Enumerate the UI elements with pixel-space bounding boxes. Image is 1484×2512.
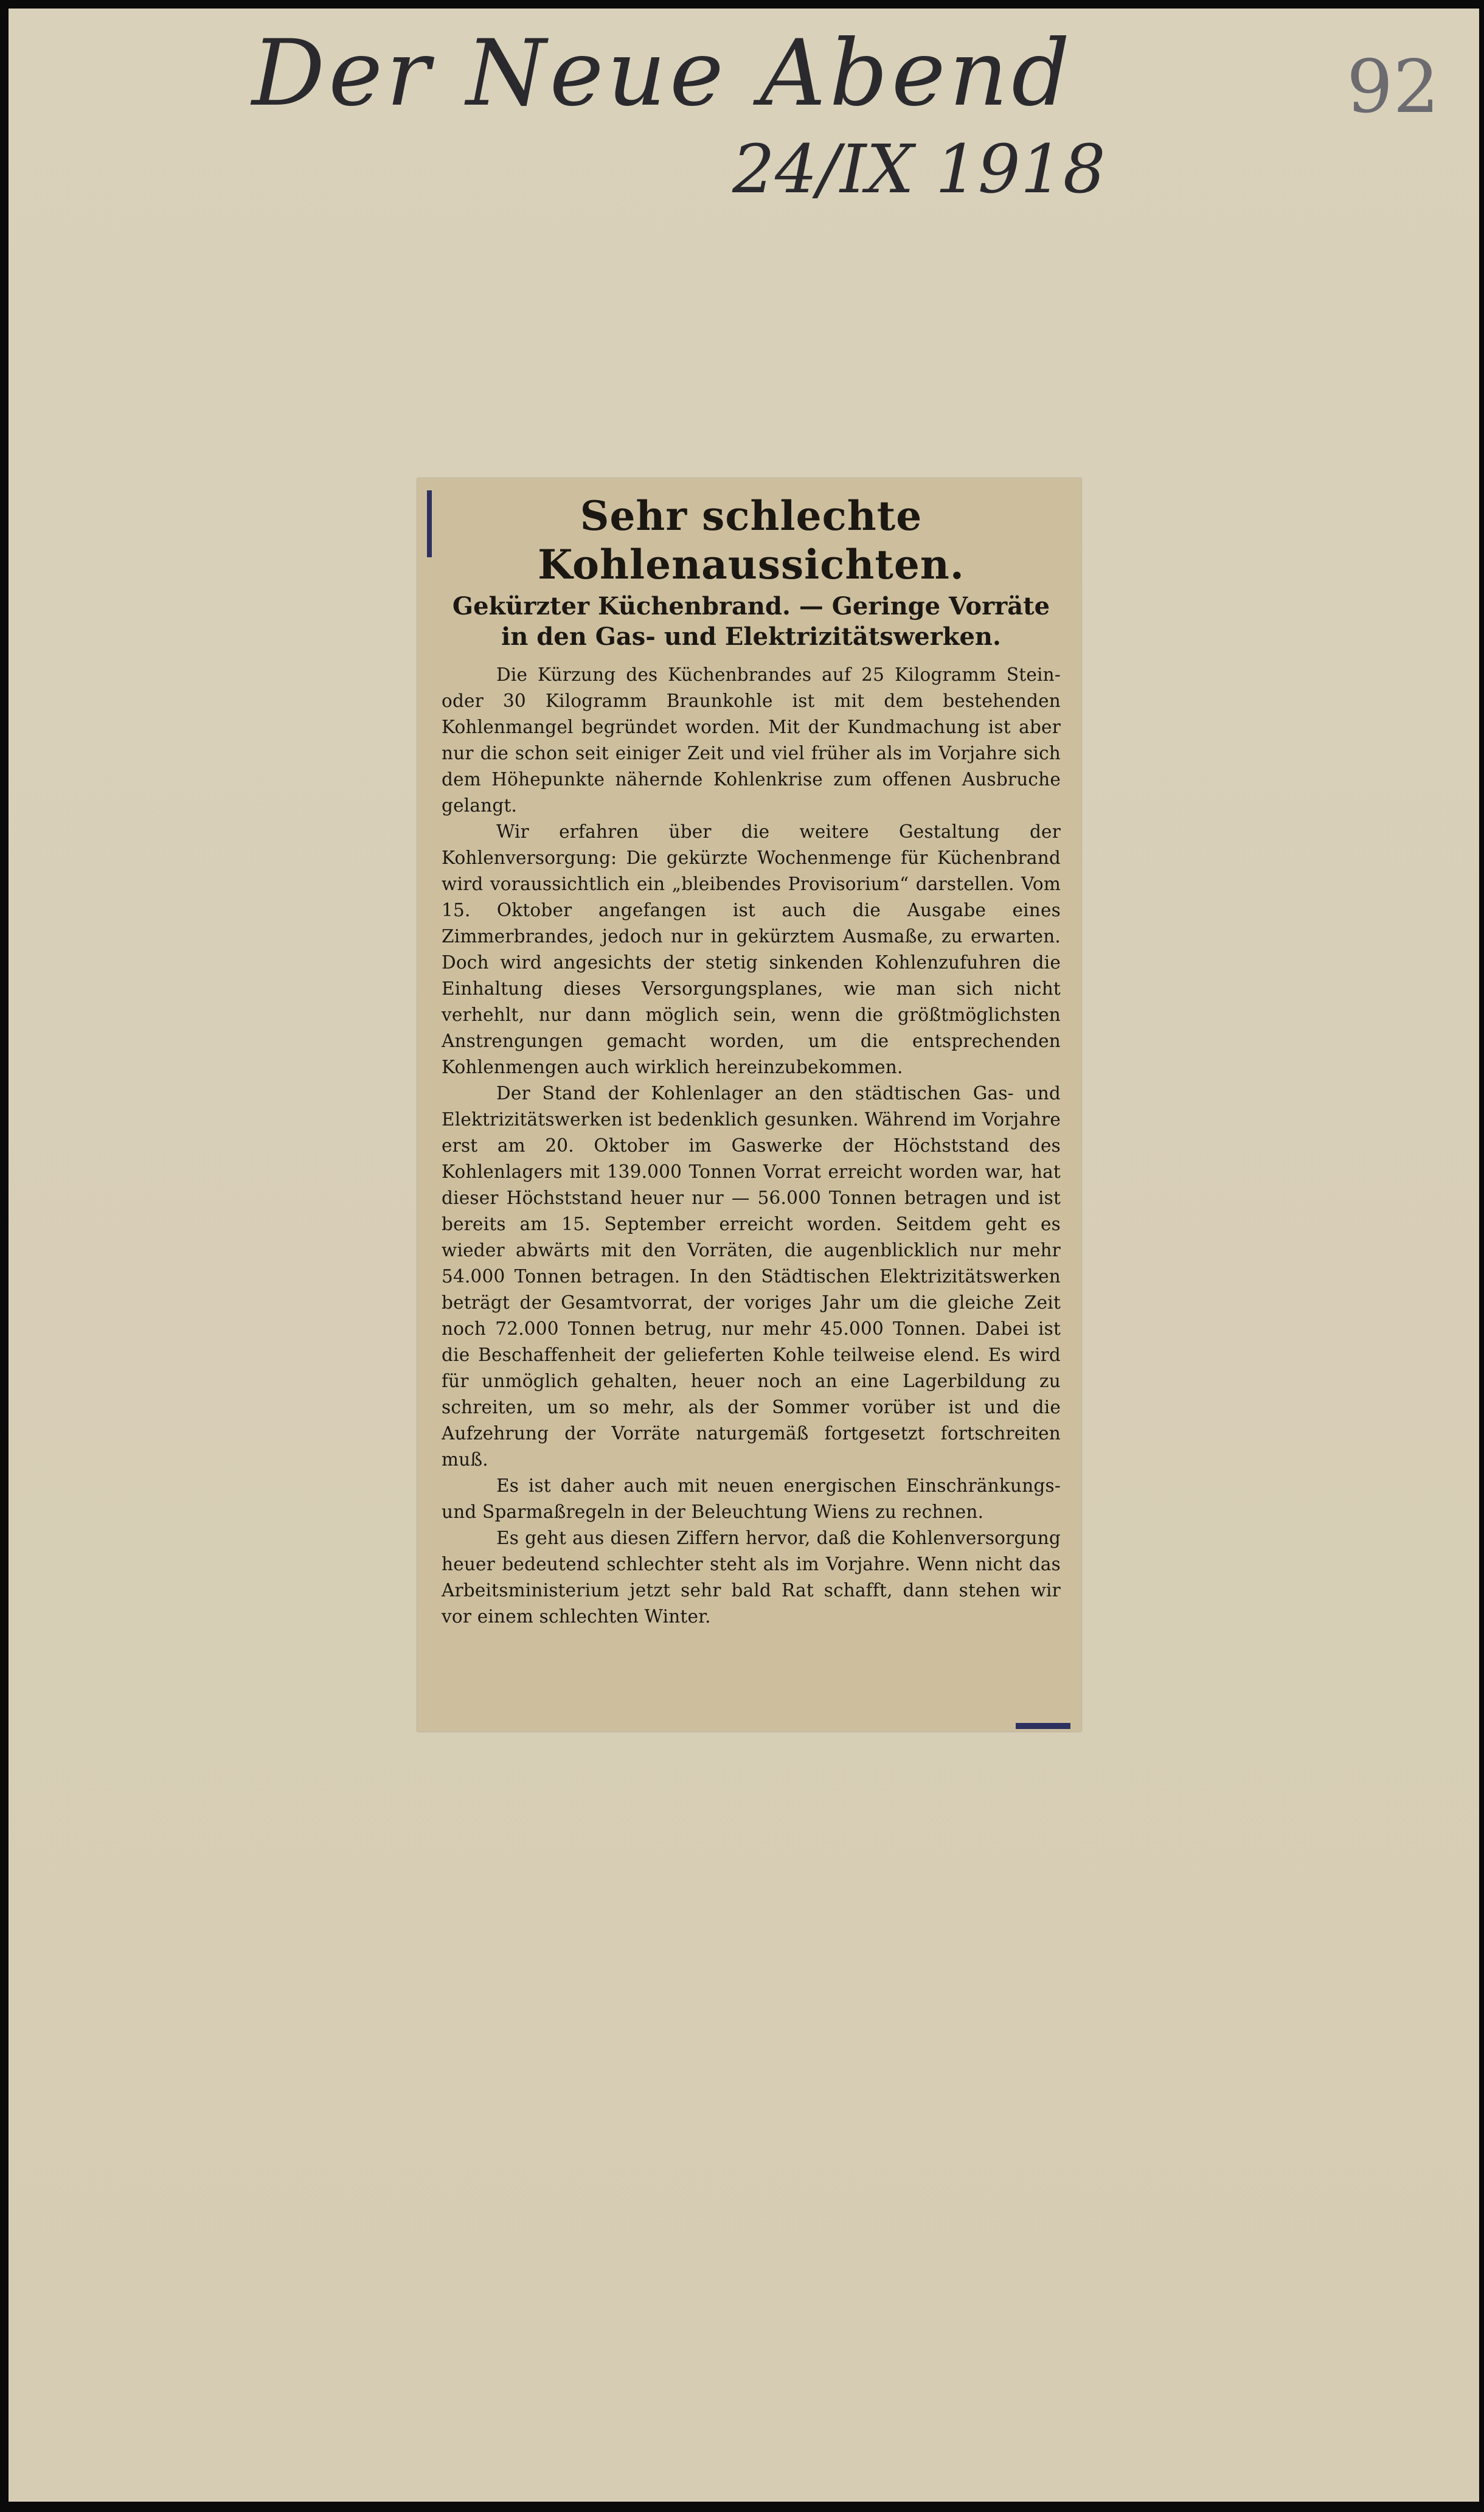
article-paragraph: Es geht aus diesen Ziffern hervor, daß die Kohlenversorgung heuer bedeutend schlechter steht als im Vorjahre. Wenn nicht das Arbeitsministerium jetzt sehr bald Rat schafft, dann stehen wir vor einem schlechten Winter. [442, 1528, 1061, 1627]
clipping-edge-mark [427, 490, 432, 557]
article-paragraph: Es ist daher auch mit neuen energischen Einschränkungs- und Sparmaßregeln in der Beleuchtung Wiens zu rechnen. [442, 1475, 1061, 1522]
article-paragraph: Die Kürzung des Küchenbrandes auf 25 Kilogramm Stein- oder 30 Kilogramm Braunkohle ist mit dem bestehenden Kohlenmangel begründet worden. Mit der Kundmachung ist aber nur die schon seit einiger Zeit und viel früher als im Vorjahre sich dem Höhepunkte nähernde Kohlenkrise zum offenen Ausbruche gelangt. [442, 664, 1061, 816]
clipping-edge-mark [1016, 1723, 1070, 1729]
article-paragraph: Wir erfahren über die weitere Gestaltung der Kohlenversorgung: Die gekürzte Wochenmenge für Küchenbrand wird voraussichtlich ein „bleibendes Provisorium“ darstellen. Vom 15. Oktober angefangen ist auch die Ausgabe eines Zimmerbrandes, jedoch nur in gekürztem Ausmaße, zu erwarten. Doch wird angesichts der stetig sinkenden Kohlenzufuhren die Einhaltung dieses Versorgungsplanes, wie man sich nicht verhehlt, nur dann möglich sein, wenn die größtmöglichsten Anstrengungen gemacht worden, um die entsprechenden Kohlenmengen auch wirklich hereinzubekommen. [442, 821, 1061, 1077]
article-headline: Sehr schlechte Kohlenaussichten. [538, 492, 965, 588]
archive-sheet [9, 9, 1479, 2502]
page-number: 92 [1347, 45, 1440, 130]
article-subheadline: Gekürzter Küchenbrand. — Geringe Vorräte in den Gas- und Elektrizitätswerken. [452, 592, 1050, 651]
handwritten-date: 24/IX 1918 [732, 130, 1106, 208]
newspaper-clipping [417, 478, 1081, 1731]
article-paragraph: Der Stand der Kohlenlager an den städtischen Gas- und Elektrizitätswerken ist bedenklich gesunken. Während im Vorjahre erst am 20. Oktober im Gaswerke der Höchststand des Kohlenlagers mit 139.000 Tonnen Vorrat erreicht worden war, hat dieser Höchststand heuer nur — 56.000 Tonnen betragen und ist bereits am 15. September erreicht worden. Seitdem geht es wieder abwärts mit den Vorräten, die augenblicklich nur mehr 54.000 Tonnen betragen. In den Städtischen Elektrizitätswerken beträgt der Gesamtvorrat, der voriges Jahr um die gleiche Zeit noch 72.000 Tonnen betrug, nur mehr 45.000 Tonnen. Dabei ist die Beschaffenheit der gelieferten Kohle teilweise elend. Es wird für unmöglich gehalten, heuer noch an eine Lagerbildung zu schreiten, um so mehr, als der Sommer vorüber ist und die Aufzehrung der Vorräte naturgemäß fortgesetzt fortschreiten muß. [442, 1083, 1061, 1470]
handwritten-newspaper-title: Der Neue Abend [252, 21, 1074, 127]
